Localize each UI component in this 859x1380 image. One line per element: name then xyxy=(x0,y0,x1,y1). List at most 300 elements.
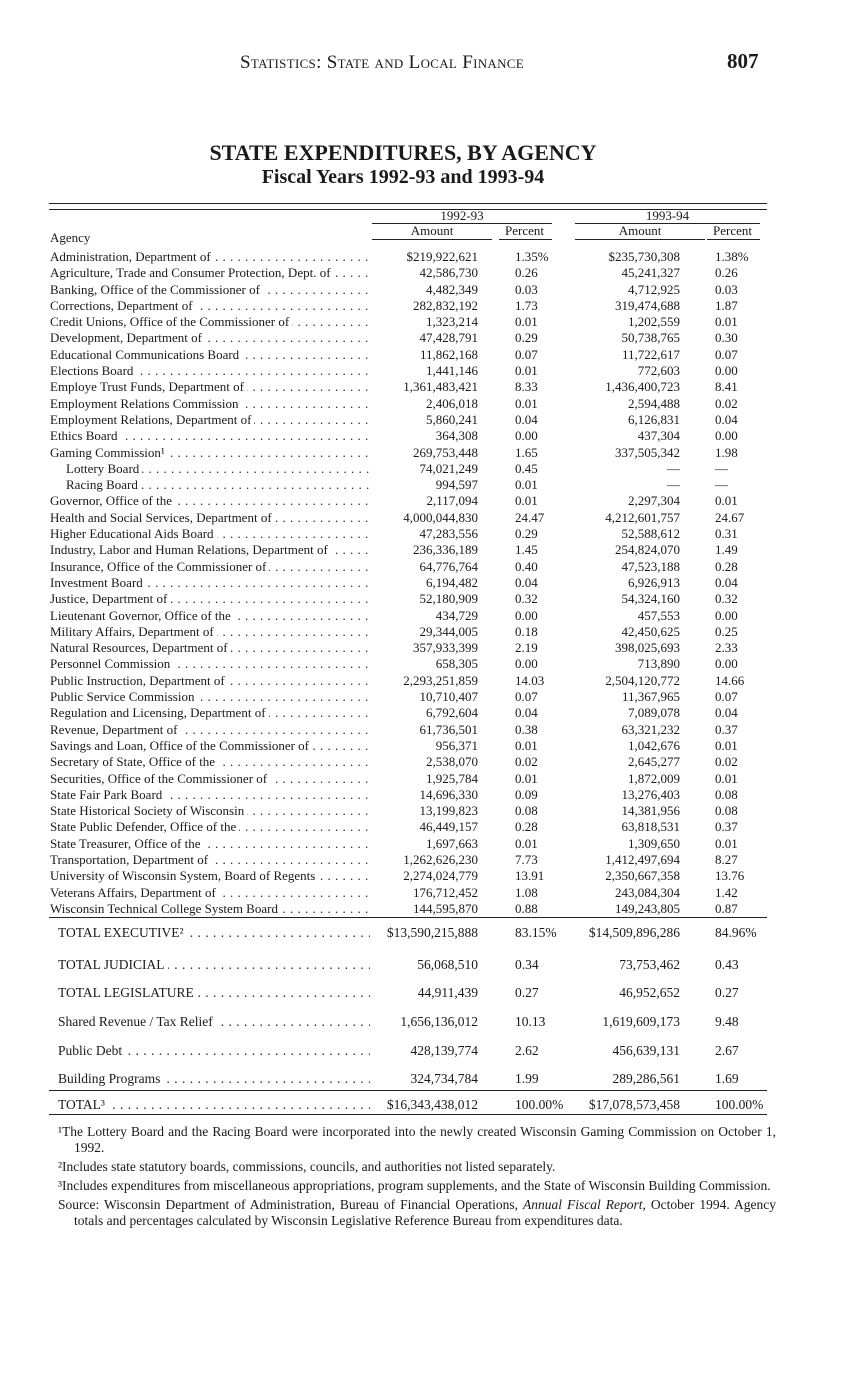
percent-1993: 0.01 xyxy=(715,770,738,786)
source-title: Annual Fiscal Report xyxy=(522,1197,643,1212)
amount-1992: 52,180,909 xyxy=(419,591,478,607)
percent-1993: 0.00 xyxy=(715,363,738,379)
summary-row-legislature xyxy=(0,984,859,1002)
percent-1992: 0.07 xyxy=(515,346,538,362)
table-row xyxy=(0,803,859,819)
agency-name: State Public Defender, Office of the xyxy=(50,819,239,834)
percent-1992: 0.40 xyxy=(515,558,538,574)
agency-name: Health and Social Services, Department of xyxy=(50,510,275,525)
amount-1992: $219,922,621 xyxy=(406,249,478,264)
percent-1992: 1.08 xyxy=(515,884,538,900)
page-number: 807 xyxy=(727,49,759,73)
amount-1992: 47,283,556 xyxy=(419,526,478,542)
percent-1992: 2.19 xyxy=(515,640,538,656)
table-row xyxy=(0,624,859,640)
table-row xyxy=(0,868,859,884)
agency-name: Lottery Board xyxy=(66,461,142,476)
summary-label: TOTAL JUDICIAL xyxy=(58,957,168,972)
percent-1992: 0.38 xyxy=(515,721,538,737)
amount-1992: 658,305 xyxy=(435,656,478,672)
table-row xyxy=(0,608,859,624)
percent-1993: 2.67 xyxy=(715,1043,739,1058)
amount-1993: 11,367,965 xyxy=(621,689,680,705)
agency-name: Public Service Commission xyxy=(50,689,197,704)
percent-1992: 0.02 xyxy=(515,754,538,770)
agency-name: Secretary of State, Office of the xyxy=(50,754,218,769)
percent-1993: 0.07 xyxy=(715,346,738,362)
percent-1992: 0.00 xyxy=(515,656,538,672)
table-row xyxy=(0,885,859,901)
percent-1993: 1.87 xyxy=(715,297,738,313)
agency-name: Employment Relations Commission xyxy=(50,396,242,411)
amount-1992: 1,697,663 xyxy=(426,835,478,851)
year-1992-93-header: 1992-93 xyxy=(440,208,484,223)
table-row xyxy=(0,265,859,281)
percent-1993: 0.01 xyxy=(715,314,738,330)
source-prefix: Source: Wisconsin Department of Administration, Bureau of Financial Operations, xyxy=(58,1197,523,1212)
agency-name: State Fair Park Board xyxy=(50,787,165,802)
amount-1993: 11,722,617 xyxy=(621,346,680,362)
percent-1993: 0.26 xyxy=(715,265,738,281)
percent-1993: 13.76 xyxy=(715,868,745,884)
summary-label: TOTAL³ xyxy=(58,1097,108,1112)
percent-1992: 1.45 xyxy=(515,542,538,558)
agency-name: State Historical Society of Wisconsin xyxy=(50,803,247,818)
agency-name: Securities, Office of the Commissioner of xyxy=(50,771,270,786)
agency-name: Savings and Loan, Office of the Commissioner of xyxy=(50,738,312,753)
table-row xyxy=(0,836,859,852)
percent-1993: 0.00 xyxy=(715,656,738,672)
summary-row-total xyxy=(0,1096,859,1114)
percent-1992: 0.27 xyxy=(515,985,539,1000)
percent-1992: 0.04 xyxy=(515,574,538,590)
percent-1993: 1.69 xyxy=(715,1071,739,1086)
amount-1993: 456,639,131 xyxy=(612,1043,680,1058)
table-row xyxy=(0,461,859,477)
agency-name: Banking, Office of the Commissioner of xyxy=(50,282,263,297)
amount-1993: 772,603 xyxy=(637,363,680,379)
amount-1993: 254,824,070 xyxy=(615,542,680,558)
percent-1993: 0.01 xyxy=(715,737,738,753)
amount-1993: 13,276,403 xyxy=(621,786,680,802)
footnotes xyxy=(58,1124,776,1232)
footnote-3: ³Includes expenditures from miscellaneous appropriations, program supplements, and the State of Wisconsin Building Commission. xyxy=(58,1178,771,1193)
table-row xyxy=(0,477,859,493)
amount-1993: 46,952,652 xyxy=(619,985,680,1000)
amount-1992: 2,406,018 xyxy=(426,395,478,411)
amount-1992: 2,538,070 xyxy=(426,754,478,770)
table-row xyxy=(0,819,859,835)
table-row xyxy=(0,396,859,412)
year-1993-94-header: 1993-94 xyxy=(645,208,690,223)
amount-1993: 437,304 xyxy=(637,428,680,444)
amount-1993: 4,212,601,757 xyxy=(605,509,680,525)
percent-1992: 10.13 xyxy=(515,1014,546,1029)
amount-1992-underline xyxy=(372,239,492,240)
agency-name: Credit Unions, Office of the Commissioner of xyxy=(50,314,292,329)
percent-1992: 100.00% xyxy=(515,1097,564,1112)
amount-1993: 50,738,765 xyxy=(621,330,680,346)
percent-1993: 0.31 xyxy=(715,526,738,542)
amount-1993: 42,450,625 xyxy=(621,623,680,639)
percent-1993: 0.07 xyxy=(715,689,738,705)
top-rule xyxy=(49,203,767,204)
agency-name: Gaming Commission¹ xyxy=(50,445,168,460)
amount-1992: 364,308 xyxy=(435,428,478,444)
percent-1992: 0.00 xyxy=(515,428,538,444)
percent-1992: 0.88 xyxy=(515,900,538,916)
amount-1992: 11,862,168 xyxy=(419,346,478,362)
amount-1992: 14,696,330 xyxy=(419,786,478,802)
amount-1992: 1,262,626,230 xyxy=(403,851,478,867)
agency-name: University of Wisconsin System, Board of Regents xyxy=(50,868,318,883)
amount-1992: 434,729 xyxy=(435,607,478,623)
percent-1993: 0.04 xyxy=(715,411,738,427)
percent-1993: 0.04 xyxy=(715,574,738,590)
percent-1993: 1.38% xyxy=(715,249,749,264)
percent-1992: 0.01 xyxy=(515,737,538,753)
percent-1992: 1.65 xyxy=(515,444,538,460)
percent-1992: 0.29 xyxy=(515,526,538,542)
amount-1993: 289,286,561 xyxy=(612,1071,680,1086)
percent-1992: 0.01 xyxy=(515,395,538,411)
percent-1993: 0.08 xyxy=(715,786,738,802)
table-row xyxy=(0,282,859,298)
percent-1993: 2.33 xyxy=(715,640,738,656)
amount-1992: 269,753,448 xyxy=(413,444,478,460)
agency-name: Investment Board xyxy=(50,575,146,590)
percent-1992: 0.00 xyxy=(515,607,538,623)
amount-1993: 457,553 xyxy=(637,607,680,623)
table-row xyxy=(0,787,859,803)
amount-1993: 1,202,559 xyxy=(628,314,680,330)
percent-1993: 100.00% xyxy=(715,1097,764,1112)
agency-name: Personnel Commission xyxy=(50,656,173,671)
amount-1993: — xyxy=(667,477,680,493)
agency-name: Employment Relations, Department of xyxy=(50,412,254,427)
table-row xyxy=(0,673,859,689)
amount-1993: 6,926,913 xyxy=(628,574,680,590)
table-row xyxy=(0,379,859,395)
percent-1992: 1.99 xyxy=(515,1071,539,1086)
amount-1992: 56,068,510 xyxy=(417,957,478,972)
percent-1992: 24.47 xyxy=(515,509,545,525)
percent-1992: 0.32 xyxy=(515,591,538,607)
summary-row-shared-revenue xyxy=(0,1013,859,1031)
table-row xyxy=(0,526,859,542)
table-row xyxy=(0,330,859,346)
percent-1993: 0.04 xyxy=(715,705,738,721)
amount-1992: 2,274,024,779 xyxy=(403,868,478,884)
agency-name: Educational Communications Board xyxy=(50,347,242,362)
amount-1993: 1,436,400,723 xyxy=(605,379,680,395)
summary-label: TOTAL EXECUTIVE² xyxy=(58,925,187,940)
amount-1992: 6,792,604 xyxy=(426,705,478,721)
amount-1993: 45,241,327 xyxy=(621,265,680,281)
agency-name: Regulation and Licensing, Department of xyxy=(50,705,269,720)
percent-1993: 14.66 xyxy=(715,672,745,688)
agency-name: Elections Board xyxy=(50,363,136,378)
table-row xyxy=(0,298,859,314)
amount-1992: 4,482,349 xyxy=(426,281,478,297)
summary-row-building-programs xyxy=(0,1070,859,1088)
table-row xyxy=(0,852,859,868)
amount-1992: 42,586,730 xyxy=(419,265,478,281)
agency-name: Industry, Labor and Human Relations, Department of xyxy=(50,542,331,557)
percent-1992: 0.04 xyxy=(515,411,538,427)
percent-1993: 0.30 xyxy=(715,330,738,346)
table-row xyxy=(0,510,859,526)
percent-1992: 0.26 xyxy=(515,265,538,281)
amount-1992: 64,776,764 xyxy=(419,558,478,574)
amount-1993-header: Amount xyxy=(618,223,662,238)
table-row xyxy=(0,689,859,705)
amount-1993: — xyxy=(667,460,680,476)
percent-1992: 0.01 xyxy=(515,477,538,493)
percent-1992: 0.07 xyxy=(515,689,538,705)
table-row xyxy=(0,493,859,509)
amount-1993: 2,297,304 xyxy=(628,493,680,509)
agency-name: Public Instruction, Department of xyxy=(50,673,228,688)
percent-1992: 8.33 xyxy=(515,379,538,395)
amount-1993: 398,025,693 xyxy=(615,640,680,656)
footnote-2: ²Includes state statutory boards, commissions, councils, and authorities not listed separately. xyxy=(58,1159,556,1174)
amount-1992: 13,199,823 xyxy=(419,803,478,819)
amount-1993: 319,474,688 xyxy=(615,297,680,313)
percent-1992: 0.29 xyxy=(515,330,538,346)
percent-1992-underline xyxy=(499,239,552,240)
agency-name: Military Affairs, Department of xyxy=(50,624,217,639)
percent-1993: 0.28 xyxy=(715,558,738,574)
amount-1993: 52,588,612 xyxy=(621,526,680,542)
percent-1992: 1.35% xyxy=(515,249,549,264)
percent-1993: 0.03 xyxy=(715,281,738,297)
percent-1992: 0.34 xyxy=(515,957,539,972)
agency-name: Development, Department of xyxy=(50,330,205,345)
amount-1993: 2,504,120,772 xyxy=(605,672,680,688)
percent-1993: 0.37 xyxy=(715,721,738,737)
summary-label: Shared Revenue / Tax Relief xyxy=(58,1014,216,1029)
percent-1993: 8.27 xyxy=(715,851,738,867)
amount-1993: 54,324,160 xyxy=(621,591,680,607)
percent-1993: 0.37 xyxy=(715,819,738,835)
summary-row-executive xyxy=(0,924,859,942)
agency-name: Racing Board xyxy=(66,477,141,492)
amount-1993: 149,243,805 xyxy=(615,900,680,916)
amount-1992: 5,860,241 xyxy=(426,411,478,427)
summary-label: Public Debt xyxy=(58,1043,125,1058)
table-row xyxy=(0,640,859,656)
percent-1993: 0.02 xyxy=(715,395,738,411)
amount-1992: 74,021,249 xyxy=(419,460,478,476)
percent-1992-header: Percent xyxy=(505,223,544,238)
amount-1993: 1,309,650 xyxy=(628,835,680,851)
amount-1993: 1,412,497,694 xyxy=(605,851,680,867)
percent-1993: 0.00 xyxy=(715,607,738,623)
table-row xyxy=(0,754,859,770)
percent-1992: 0.01 xyxy=(515,835,538,851)
percent-1992: 1.73 xyxy=(515,297,538,313)
percent-1992: 83.15% xyxy=(515,925,557,940)
percent-1992: 0.09 xyxy=(515,786,538,802)
table-row xyxy=(0,314,859,330)
table-row xyxy=(0,347,859,363)
agency-name: Justice, Department of xyxy=(50,591,170,606)
amount-1993: 1,872,009 xyxy=(628,770,680,786)
summary-label: TOTAL LEGISLATURE xyxy=(58,985,197,1000)
agency-name: Revenue, Department of xyxy=(50,722,180,737)
amount-1992: 2,117,094 xyxy=(426,493,478,509)
table-row xyxy=(0,542,859,558)
percent-1993: 0.01 xyxy=(715,835,738,851)
agency-name: Veterans Affairs, Department of xyxy=(50,885,219,900)
percent-1993: — xyxy=(715,477,728,493)
agency-name: Agriculture, Trade and Consumer Protection, Dept. of xyxy=(50,265,334,280)
amount-1992: 6,194,482 xyxy=(426,574,478,590)
percent-1993: 0.08 xyxy=(715,803,738,819)
table-row xyxy=(0,901,859,917)
percent-1993: 0.01 xyxy=(715,493,738,509)
percent-1992: 0.01 xyxy=(515,314,538,330)
percent-1993: 24.67 xyxy=(715,509,745,525)
amount-1992-header: Amount xyxy=(410,223,454,238)
amount-1993: 1,042,676 xyxy=(628,737,680,753)
percent-1992: 0.01 xyxy=(515,363,538,379)
percent-1993: 84.96% xyxy=(715,925,757,940)
amount-1993: 6,126,831 xyxy=(628,411,680,427)
amount-1992: 61,736,501 xyxy=(419,721,478,737)
amount-1993: 243,084,304 xyxy=(615,884,680,900)
amount-1992: 428,139,774 xyxy=(410,1043,478,1058)
table-row xyxy=(0,705,859,721)
amount-1992: 46,449,157 xyxy=(419,819,478,835)
percent-1993: 0.00 xyxy=(715,428,738,444)
source-suffix: , October 1994. Agency totals and percentages calculated by Wisconsin Legislative Reference Bureau from expenditures data. xyxy=(74,1197,777,1228)
agency-name: Employe Trust Funds, Department of xyxy=(50,379,247,394)
summary-label: Building Programs xyxy=(58,1071,163,1086)
amount-1993: 47,523,188 xyxy=(621,558,680,574)
amount-1993: $17,078,573,458 xyxy=(588,1097,680,1112)
amount-1992: 357,933,399 xyxy=(413,640,478,656)
percent-1993: 1.49 xyxy=(715,542,738,558)
percent-1993: 0.32 xyxy=(715,591,738,607)
table-row xyxy=(0,363,859,379)
amount-1992: 4,000,044,830 xyxy=(403,509,478,525)
amount-1992: 324,734,784 xyxy=(410,1071,478,1086)
amount-1993: 2,594,488 xyxy=(628,395,680,411)
amount-1993: $14,509,896,286 xyxy=(588,925,680,940)
table-row xyxy=(0,249,859,265)
running-head xyxy=(0,49,859,78)
amount-1993: 337,505,342 xyxy=(615,444,680,460)
running-title: Statistics: State and Local Finance xyxy=(240,52,524,73)
agency-name: Administration, Department of xyxy=(50,249,214,264)
amount-1992: 1,323,214 xyxy=(426,314,478,330)
table-row xyxy=(0,656,859,672)
amount-1992: 994,597 xyxy=(435,477,478,493)
agency-name: State Treasurer, Office of the xyxy=(50,836,204,851)
amount-1992: 2,293,251,859 xyxy=(403,672,478,688)
amount-1993: $235,730,308 xyxy=(608,249,680,264)
amount-1993: 73,753,462 xyxy=(619,957,680,972)
amount-1993-underline xyxy=(575,239,705,240)
source-note xyxy=(58,1197,776,1229)
amount-1992: 10,710,407 xyxy=(419,689,478,705)
table-row xyxy=(0,412,859,428)
percent-1993: 8.41 xyxy=(715,379,738,395)
percent-1993: 0.02 xyxy=(715,754,738,770)
table-row xyxy=(0,575,859,591)
percent-1992: 0.01 xyxy=(515,493,538,509)
amount-1992: 282,832,192 xyxy=(413,297,478,313)
agency-name: Transportation, Department of xyxy=(50,852,211,867)
summary-row-public-debt xyxy=(0,1042,859,1060)
percent-1992: 0.28 xyxy=(515,819,538,835)
amount-1992: 44,911,439 xyxy=(417,985,478,1000)
amount-1992: 1,441,146 xyxy=(426,363,478,379)
table-row xyxy=(0,591,859,607)
amount-1993: 713,890 xyxy=(637,656,680,672)
amount-1992: $13,590,215,888 xyxy=(386,925,478,940)
agency-name: Natural Resources, Department of xyxy=(50,640,231,655)
agency-name: Corrections, Department of xyxy=(50,298,196,313)
percent-1992: 14.03 xyxy=(515,672,545,688)
amount-1992: 236,336,189 xyxy=(413,542,478,558)
percent-1992: 7.73 xyxy=(515,851,538,867)
amount-1992: 144,595,870 xyxy=(413,900,478,916)
footnote-1: ¹The Lottery Board and the Racing Board were incorporated into the newly created Wisconsin Gaming Commission on October 1, 1992. xyxy=(58,1124,776,1155)
table-title: STATE EXPENDITURES, BY AGENCY xyxy=(209,140,597,165)
agency-column-header: Agency xyxy=(50,230,91,245)
percent-1993-header: Percent xyxy=(713,223,752,238)
percent-1993: 9.48 xyxy=(715,1014,739,1029)
amount-1993: 4,712,925 xyxy=(628,281,680,297)
amount-1993: 63,818,531 xyxy=(621,819,680,835)
percent-1992: 0.01 xyxy=(515,770,538,786)
table-row xyxy=(0,738,859,754)
agency-name: Ethics Board xyxy=(50,428,121,443)
percent-1992: 0.08 xyxy=(515,803,538,819)
amount-1992: 176,712,452 xyxy=(413,884,478,900)
agency-name: Governor, Office of the xyxy=(50,493,175,508)
agency-name: Insurance, Office of the Commissioner of xyxy=(50,559,269,574)
percent-1992: 0.03 xyxy=(515,281,538,297)
percent-1993-underline xyxy=(707,239,760,240)
percent-1992: 13.91 xyxy=(515,868,545,884)
summary-row-judicial xyxy=(0,956,859,974)
table-row xyxy=(0,559,859,575)
amount-1992: 1,925,784 xyxy=(426,770,478,786)
amount-1992: $16,343,438,012 xyxy=(386,1097,478,1112)
amount-1993: 63,321,232 xyxy=(621,721,680,737)
amount-1993: 2,350,667,358 xyxy=(605,868,680,884)
amount-1992: 956,371 xyxy=(435,737,478,753)
executive-rule xyxy=(49,917,767,918)
amount-1992: 1,656,136,012 xyxy=(400,1014,478,1029)
percent-1993: 1.42 xyxy=(715,884,738,900)
table-row xyxy=(0,722,859,738)
table-row xyxy=(0,428,859,444)
amount-1993: 14,381,956 xyxy=(621,803,680,819)
agency-table xyxy=(0,249,859,917)
percent-1993: 0.25 xyxy=(715,623,738,639)
agency-name: Higher Educational Aids Board xyxy=(50,526,217,541)
percent-1993: 1.98 xyxy=(715,444,738,460)
amount-1992: 1,361,483,421 xyxy=(403,379,478,395)
percent-1992: 0.18 xyxy=(515,623,538,639)
table-subtitle: Fiscal Years 1992-93 and 1993-94 xyxy=(261,166,545,188)
percent-1993: 0.43 xyxy=(715,957,739,972)
